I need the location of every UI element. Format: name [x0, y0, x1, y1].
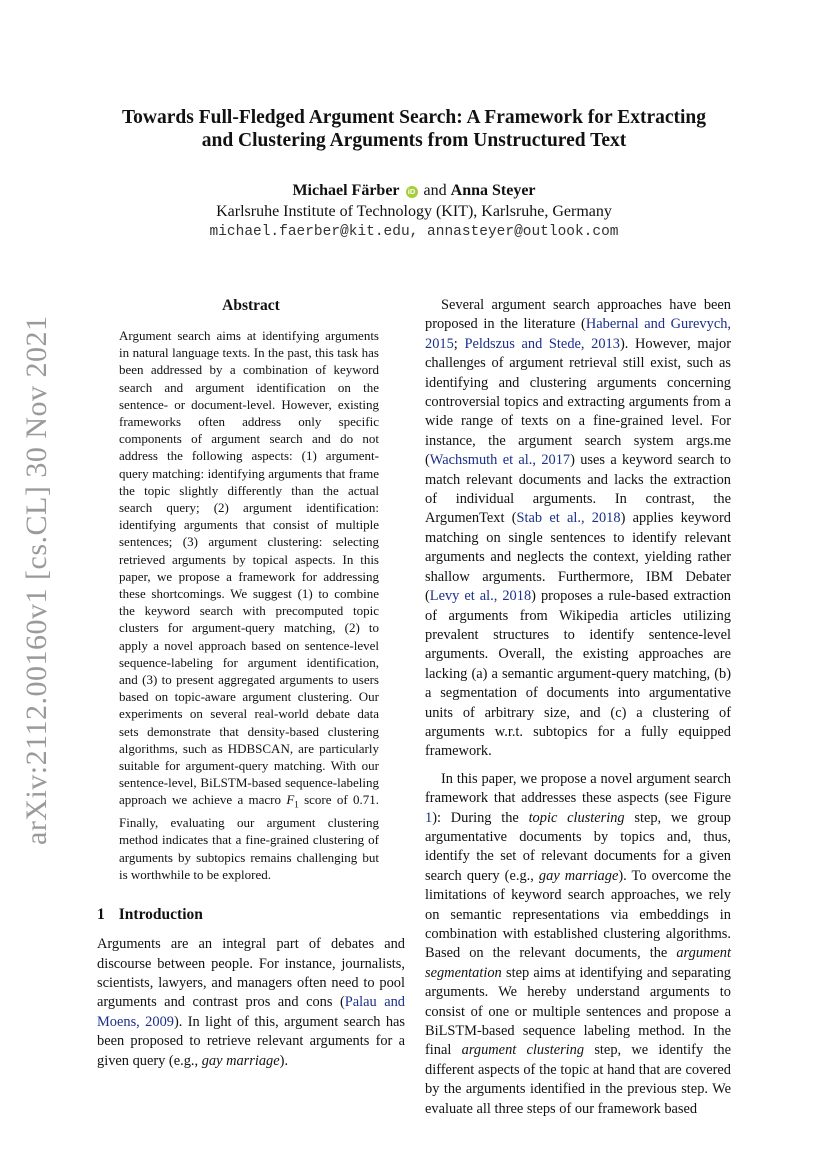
text-run: step, we identify the different aspects of the topic at hand that are covered by the arguments identified in the previous step. We evaluate all three steps of our framework based [425, 1042, 731, 1117]
intro-paragraph [97, 935, 405, 1071]
author-separator: and [423, 182, 447, 199]
emphasis-text: gay marriage [538, 867, 619, 884]
text-run: ). [279, 1052, 289, 1069]
text-run: step, we group argumentative documents by topics and, thus, identify the set of relevant documents for a given search query (e.g., [425, 809, 731, 884]
emphasis-text: topic clustering [528, 809, 625, 826]
citation-link[interactable]: Palau and Moens, 2009 [97, 994, 405, 1030]
right-column [425, 296, 731, 1119]
arxiv-identifier-stamp: arXiv:2112.00160v1 [cs.CL] 30 Nov 2021 [20, 315, 53, 845]
text-run: ). To overcome the limitations of keyword search approaches, we rely on semantic representations via embeddings in combination with established clustering algorithms. Based on the relevant documents, the [425, 867, 731, 962]
author-emails: michael.faerber@kit.edu, annasteyer@outlook.com [209, 224, 619, 240]
emphasis-text: argument clustering [461, 1042, 585, 1059]
text-run: Several argument search approaches have been proposed in the literature ( [425, 297, 731, 333]
abstract-text [119, 327, 379, 883]
author-name: Michael Färber [292, 182, 400, 199]
citation-link[interactable]: Habernal and Gurevych, 2015 [425, 316, 732, 352]
text-run: ) proposes a rule-based extraction of arguments from Wikipedia articles utilizing prevalent structures to identify sentence-level arguments. Overall, the existing approaches are lacking (a) a semantic argument-query matching, (b) a segmentation of documents into argumentative units of arbitrary size, and (c) a clustering of arguments w.r.t. subtopics for a fully equipped framework. [425, 588, 732, 760]
citation-link[interactable]: Stab et al., 2018 [516, 510, 621, 527]
left-column [97, 296, 405, 1071]
f1-subscript: 1 [294, 800, 299, 811]
text-run: ; [453, 335, 465, 352]
section-number: 1 [97, 906, 105, 924]
paper-title [60, 106, 768, 152]
author-list [60, 181, 768, 201]
section-title: Introduction [118, 906, 203, 924]
text-run: ). However, major challenges of argument retrieval still exist, such as identifying and clustering arguments concerning controversial topics and extracting arguments from a wide range of texts on a fine-grained level. For instance, the argument search system args.me ( [425, 335, 731, 469]
figure-reference-link[interactable]: 1 [425, 809, 433, 826]
emphasis-text: gay marriage [201, 1052, 280, 1069]
affiliation: Karlsruhe Institute of Technology (KIT), Karlsruhe, Germany [216, 203, 612, 220]
text-run: In this paper, we propose a novel argument search framework that addresses these aspects (see Figure [425, 770, 731, 807]
body-paragraph [425, 296, 731, 762]
section-heading-introduction [97, 905, 405, 925]
title-line-1: Towards Full-Fledged Argument Search: A Framework for Extracting [121, 107, 707, 128]
author-name: Anna Steyer [450, 182, 536, 199]
text-run: ): During the [432, 809, 529, 826]
title-line-2: and Clustering Arguments from Unstructured Text [201, 130, 627, 151]
citation-link[interactable]: Levy et al., 2018 [429, 588, 532, 605]
emphasis-text: argument segmentation [425, 945, 731, 981]
text-run: ) applies keyword matching on single sentences to identify relevant arguments and neglects the context, yielding rather shallow arguments. Furthermore, IBM Debater ( [425, 510, 731, 605]
text-run: Arguments are an integral part of debates and discourse between people. For instance, journalists, scientists, lawyers, and managers often need to pool arguments and contrast pros and cons ( [97, 936, 405, 1011]
abstract-heading: Abstract [222, 297, 280, 314]
text-run: ) uses a keyword search to match relevant documents and lacks the extraction of individual arguments. In contrast, the ArgumenText ( [425, 452, 731, 527]
body-paragraph [425, 770, 731, 1119]
text-run: step aims at identifying and separating arguments. We hereby understand arguments to consist of one or multiple sentences and propose a BiLSTM-based sequence labeling method. In the final [425, 964, 731, 1059]
citation-link[interactable]: Wachsmuth et al., 2017 [429, 452, 571, 469]
text-run: ). In light of this, argument search has been proposed to retrieve relevant arguments for a given query (e.g., [97, 1013, 405, 1069]
orcid-icon[interactable]: iD [406, 186, 418, 198]
abstract-text-part: score of 0.71. Finally, evaluating our argument clustering method indicates that a fine-grained clustering of arguments by subtopics remains challenging but is worthwhile to be explored. [119, 792, 379, 882]
f1-symbol: F [286, 792, 295, 808]
abstract-text-part: Argument search aims at identifying arguments in natural language texts. In the past, this task has been addressed by a combination of keyword search and argument identification on the sentence- or document-level. However, existing frameworks often address only specific components of argument search and do not address the following aspects: (1) argument-query matching: identifying arguments that frame the topic slightly differently than the actual search query; (2) argument identification: identifying arguments that consist of multiple sentences; (3) argument clustering: selecting retrieved arguments by topical aspects. In this paper, we propose a framework for addressing these shortcomings. We suggest (1) to combine the keyword search with precomputed topic clusters for argument-query matching, (2) to apply a novel approach based on sentence-level sequence-labeling for argument identification, and (3) to present aggregated arguments to users based on topic-aware argument clustering. Our experiments on several real-world debate data sets demonstrate that density-based clustering algorithms, such as HDBSCAN, are particularly suitable for argument-query matching. With our sentence-level, BiLSTM-based sequence-labeling approach we achieve a macro [119, 328, 379, 808]
citation-link[interactable]: Peldszus and Stede, 2013 [464, 335, 620, 352]
